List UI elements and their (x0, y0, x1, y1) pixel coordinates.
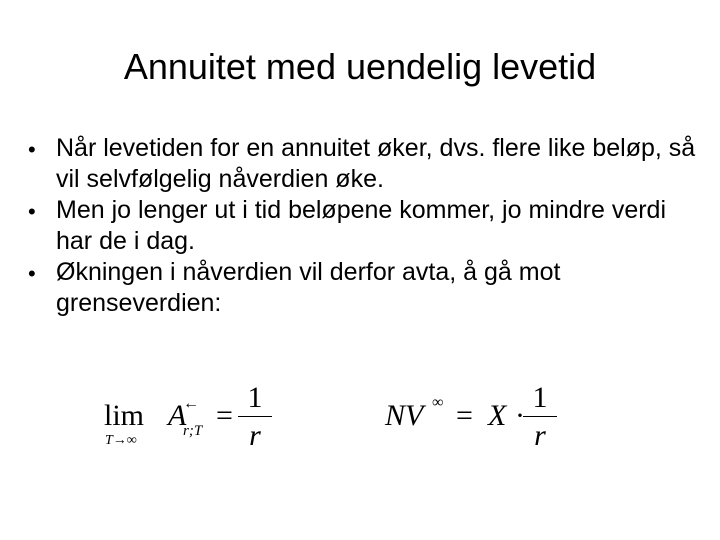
bullet-marker: • (28, 261, 36, 286)
payment-variable: X (488, 399, 507, 432)
bullet-item (26, 195, 696, 257)
fraction-bar (523, 416, 557, 417)
fraction-bar (238, 416, 272, 417)
limit-subscript: T→∞ (105, 433, 137, 448)
equals-sign: = (456, 399, 473, 432)
limit-formula (104, 383, 284, 463)
bullet-text: Økningen i nåverdien vil derfor avta, å gå mot grenseverdien: (56, 258, 561, 317)
present-value-variable: NV (385, 399, 424, 432)
fraction (523, 383, 557, 451)
slide-title: Annuitet med uendelig levetid (123, 46, 597, 87)
bullet-list (26, 133, 696, 319)
multiplication-dot: · (515, 399, 525, 432)
fraction-denominator: r (249, 419, 261, 452)
bullet-marker: • (28, 137, 36, 162)
bullet-text: Når levetiden for en annuitet øker, dvs. flere like beløp, så vil selvfølgelig nåverdien øke. (56, 134, 696, 193)
fraction-numerator: 1 (247, 381, 263, 414)
equals-sign: = (216, 399, 233, 432)
fraction-denominator: r (534, 419, 546, 452)
bullet-text: Men jo lenger ut i tid beløpene kommer, jo mindre verdi har de i dag. (56, 196, 667, 255)
bullet-item (26, 257, 696, 319)
fraction-numerator: 1 (532, 381, 548, 414)
limit-operator: lim (104, 399, 145, 432)
annuity-variable: A (168, 399, 187, 432)
perpetuity-formula (385, 383, 565, 463)
annuity-subscript: r;T (183, 423, 203, 439)
annuity-superscript: ← (183, 395, 199, 412)
bullet-marker: • (28, 199, 36, 224)
bullet-item (26, 133, 696, 195)
fraction (238, 383, 272, 451)
infinity-superscript: ∞ (432, 394, 444, 411)
